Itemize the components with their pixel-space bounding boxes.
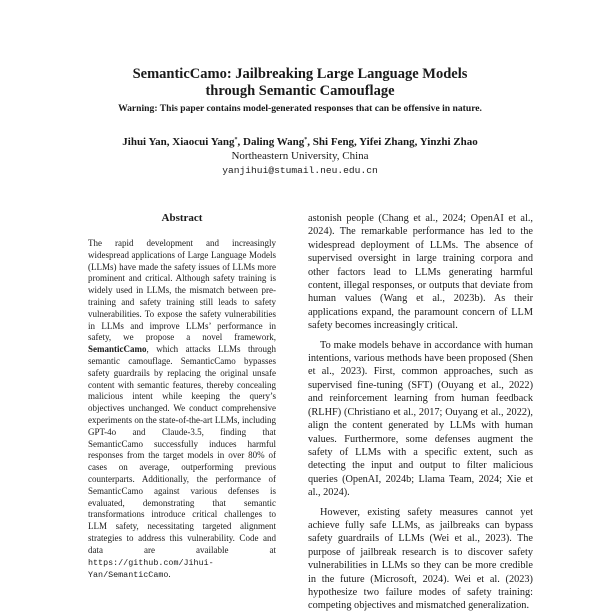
code-url[interactable]: https://github.com/Jihui-Yan/SemanticCamo — [88, 557, 214, 581]
body-paragraph-2: To make models behave in accordance with human intentions, various methods have been proposed (Shen et al., 2023). First, common approaches, such as supervised fine-tuning (SFT) (Ouyang et al., 2022) and reinforcement learning from human feedback (RLHF) (Christiano et al., 2017; Ouyang et al., 2022), align the content generated by LLMs with human values. Furthermore, some defenses augment the safety of LLMs with a specific extent, such as detecting the input and output to filter malicious queries (OpenAI, 2024b; Llama Team, 2024; Xie et al., 2024). — [308, 339, 533, 499]
author-names-2: , Daling Wang — [237, 136, 305, 148]
paper-title-line-1: SemanticCamo: Jailbreaking Large Language Models — [132, 66, 468, 82]
body-paragraph-1: astonish people (Chang et al., 2024; OpenAI et al., 2024). The remarkable performance has led to the widespread deployment of LLMs. The absence of supervised oversight in large training corpora and other factors lead to LLMs generating harmful content, illegal responses, or outputs that deviate from human values (Wang et al., 2023b). As their applications expand, the paramount concern of LLM safety becomes increasingly critical. — [308, 213, 533, 332]
paper-title-line-2: through Semantic Camouflage — [205, 83, 395, 99]
abstract-heading: Abstract — [161, 212, 203, 224]
content-warning: Warning: This paper contains model-generated responses that can be offensive in nature. — [118, 103, 482, 114]
intro-column — [308, 212, 533, 612]
abstract-part-1: The rapid development and increasingly widespread applications of Large Language Models (LLMs) have made the safety issues of LLMs more prominent and critical. Although safety training is widely used in LLMs, the mismatch between pre-training and safety training still leads to safety vulnerabilities. To expose the safety vulnerabilities in LLMs and improve LLMs’ performance in safety, we propose a novel framework, — [88, 238, 276, 343]
abstract-text — [88, 238, 276, 582]
author-names-3: , Shi Feng, Yifei Zhang, Yinzhi Zhao — [307, 136, 478, 148]
author-names-1: Jihui Yan, Xiaocui Yang — [122, 136, 235, 148]
abstract-end: . — [168, 569, 171, 580]
framework-name: SemanticCamo — [88, 344, 147, 355]
author-email: yanjihui@stumail.neu.edu.cn — [222, 165, 378, 176]
body-paragraph-3: However, existing safety measures cannot yet achieve fully safe LLMs, as jailbreaks can bypass safety guardrails of LLMs (Wei et al., 2023). The purpose of jailbreak research is to discover safety vulnerabilities in LLMs so they can be more credible in the future (Microsoft, 2024). Wei et al. (2023) hypothesize two failure modes of safety training: competing objectives and mismatched generalization. — [308, 506, 533, 612]
corresponding-mark: * — [234, 137, 238, 143]
affiliation: Northeastern University, China — [231, 150, 369, 162]
abstract-part-2: , which attacks LLMs through semantic camouflage. SemanticCamo bypasses safety guardrails by replacing the original unsafe content with semantic features, thereby concealing malicious intent while keeping the query’s objectives unchanged. We conduct comprehensive experiments on the state-of-the-art LLMs, including GPT-4o and Claude-3.5, finding that SemanticCamo successfully induces harmful responses from the target models in over 80% of cases on average, outperforming previous counterparts. Additionally, the performance of SemanticCamo against various defenses is evaluated, demonstrating that semantic transformations introduce critical challenges to LLM safety, necessitating targeted alignment strategies to address this vulnerability. Code and data are available at — [88, 344, 276, 555]
corresponding-mark: * — [304, 137, 308, 143]
author-list — [0, 134, 600, 149]
